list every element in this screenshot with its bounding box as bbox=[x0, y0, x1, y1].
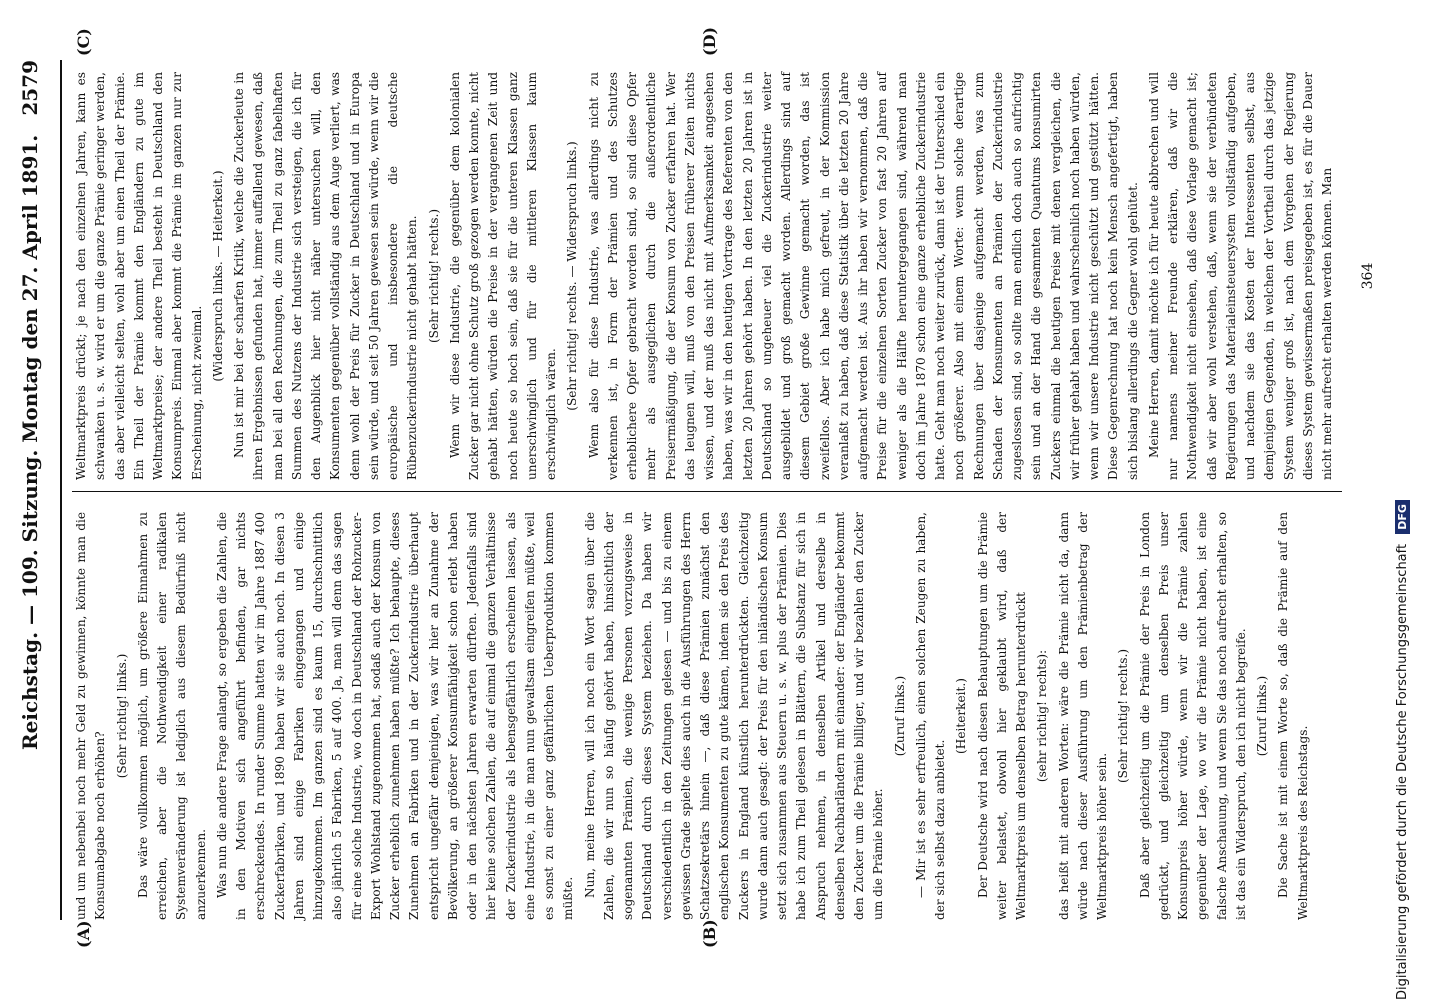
interjection: (Sehr richtig! rechts.) bbox=[426, 208, 441, 344]
digitization-footer bbox=[1395, 0, 1425, 1000]
interjection: (Heiterkeit.) bbox=[954, 678, 969, 754]
header-rule bbox=[60, 60, 62, 920]
margin-marker-a: (A) bbox=[74, 920, 93, 948]
paragraph: Was nun die andere Frage anlangt, so ergeben die Zahlen, die in den Motiven sich angeführt befinden, gar nichts erschreckendes. In runder Summe hatten wir im Jahre 1887 400 Zuckerfabriken, und 1890 haben wir sie auch noch. In diesen 3 Jahren sind einige Fabriken eingegangen und einige hinzugekommen. Im ganzen sind es kaum 15, durchschnittlich also jährlich 5 Fabriken, 5 auf 400. Ja, man will denn das sagen für eine solche Industrie, wo doch in Deutschland der Rohzucker-Export Wohlstand zugenommen hat, sodaß auch der Konsum von Zucker erheblich zunehmen haben müßte? Ich behaupte, dieses Zunehmen an Fabriken und in der Zuckerindustrie überhaupt entspricht ungefähr demjenigen, was wir hier an Zunahme der Bevölkerung, an größerer Konsumfähigkeit schon erlebt haben oder in den nächsten Jahren erwarten dürften. Jedenfalls sind hier keine solchen Zahlen, die auf einmal die ganzen Verhältnisse der Zuckerindustrie als lebensgefährlich erscheinen lassen, als eine Industrie, in die man nun gewaltsam eingreifen müßte, weil es sonst zu einer ganz gefährlichen Ueberproduktion kommen müßte. bbox=[214, 512, 576, 920]
page-signature: 364 bbox=[1360, 262, 1376, 290]
paragraph: das heißt mit anderen Worten: wäre die Prämie nicht da, dann würde nach dieser Ausführung um den Prämienbetrag der Weltmarktpreis höher sein. bbox=[1056, 512, 1109, 920]
page-header bbox=[18, 60, 54, 920]
margin-marker-d: (D) bbox=[700, 26, 719, 56]
right-column bbox=[72, 72, 1339, 480]
digitization-note: Digitalisierung gefördert durch die Deutsche Forschungsgemeinschaft bbox=[1395, 543, 1410, 1000]
column-divider bbox=[72, 491, 1342, 492]
interjection: (Sehr richtig! rechts.) bbox=[1116, 648, 1131, 784]
paragraph: Das wäre vollkommen möglich, um größere Einnahmen zu erreichen, aber die Nothwendigkeit einer radikalen Systemveränderung ist lediglich aus diesem Bedürfniß nicht anzuerkennen. bbox=[135, 512, 208, 920]
paragraph: Nun, meine Herren, will ich noch ein Wort sagen über die Zahlen, die wir nun so häufig gehört haben, hinsichtlich der sogenannten Prämien, die wenige Personen vorzugsweise in Deutschland durch dieses System beziehen. Da haben wir verschiedentlich in den Zeitungen gelesen — und bis zu einem gewissen Grade spielte dies auch in die Ausführungen des Herrn Schatzsekretärs hinein —, daß diese Prämien zunächst den englischen Konsumenten zu gute kämen, indem sie den Preis des Zuckers in England künstlich herunterdrückten. Gleichzeitig wurde dann auch gesagt: der Preis für den inländischen Konsum setzt sich zusammen aus Steuern u. s. w. plus der Prämien. Dies habe ich zum Theil gelesen in Blättern, die Substanz für sich in Anspruch nehmen, in denselben Artikel und derselbe in denselben Nachbarländern mit einander: der Engländer bekommt den Zucker um die Prämie billiger, und wir bezahlen den Zucker um die Prämie höher. bbox=[582, 512, 886, 920]
paragraph: — Mir ist es sehr erfreulich, einen solchen Zeugen zu haben, der sich selbst dazu anbietet. bbox=[913, 512, 947, 920]
interjection: (Zuruf links.) bbox=[892, 675, 907, 757]
paragraph: Weltmarktpreis drückt; je nach den einzelnen Jahren, kann es schwanken u. s. w. wird er um die ganze Prämie geringer werden, das aber vielleicht selten, wohl aber um einen Theil der Prämie. Ein Theil der Prämie kommt den Engländern zu gute im Weltmarktpreise; der andere Theil besteht in Deutschland den Konsumpreis. Einmal aber kommt die Prämie im ganzen nur zur Erscheinung, nicht zweimal. bbox=[74, 72, 204, 480]
paragraph: und um nebenbei noch mehr Geld zu gewinnen, könnte man die Konsumabgabe noch erhöhen? bbox=[74, 512, 108, 920]
margin-marker-c: (C) bbox=[74, 28, 93, 56]
interjection: (sehr richtig! rechts): bbox=[1035, 649, 1050, 783]
header-title: Reichstag. — 109. Sitzung. Montag den 27. April 1891. bbox=[18, 134, 42, 750]
header-page-number: 2579 bbox=[18, 60, 42, 116]
paragraph: Meine Herren, damit möchte ich für heute abbrechen und will nur namens meiner Freunde erklären, daß wir die Nothwendigkeit nicht einsehen, daß diese Vorlage gemacht ist; daß wir aber wohl verstehen, daß, wenn sie der verbündeten Regierungen das Materialeinsteuersystem vollständig aufgeben, und nachdem sie das Kosten der Interessenten selbst, aus demjenigen Gegenden, in welchen der Vortheil durch das jetzige System weniger groß ist, nach dem Vorgehen der Regierung dieses System gewissermaßen preisgegeben ist, es für die Dauer nicht mehr aufrecht erhalten werden können. Man bbox=[1146, 72, 1334, 480]
interjection: (Sehr richtig! links.) bbox=[114, 653, 129, 779]
paragraph: Daß aber gleichzeitig um die Prämie der Preis in London gedrückt, und gleichzeitig um denselben Preis unser Konsumpreis höher würde, wenn wir die Prämie zahlen gegenüber der Lage, wo wir die Prämie nicht haben, ist eine falsche Anschauung, und wenn Sie das noch aufrecht erhalten, so ist das ein Widerspruch, den ich nicht begreife. bbox=[1137, 512, 1248, 920]
paragraph: Nun ist mir bei der scharfen Kritik, welche die Zuckerleute in ihren Ergebnissen gefunden hat, immer auffallend gewesen, daß man bei all den Rechnungen, die zum Theil zu ganz fabelhaften Summen des Nutzens der Industrie sich versteigen, die ich für den Augenblick hier nicht näher untersuchen will, den Konsumenten gegenüber vollständig aus dem Auge verliert, was denn wohl der Preis für Zucker in Deutschland und in Europa sein würde, und seit 50 Jahren gewesen sein würde, wenn wir die europäische und insbesondere die deutsche Rübenzuckerindustrie nicht gehabt hätten. bbox=[232, 72, 420, 480]
margin-marker-b: (B) bbox=[700, 919, 719, 948]
paragraph: Der Deutsche wird nach diesen Behauptungen um die Prämie weiter belastet, obwohl hier geklaubt wird, daß der Weltmarktpreis um denselben Betrag herunterdrückt bbox=[975, 512, 1028, 920]
left-column bbox=[72, 512, 1315, 920]
dfg-logo: DFG bbox=[1395, 500, 1410, 534]
paragraph: Wenn also für diese Industrie, was allerdings nicht zu verkennen ist, in Form der Prämien und des Schutzes erheblichere Opfer gebracht worden sind, so sind diese Opfer mehr als ausgeglichen durch die außerordentliche Preisermäßigung, die der Konsum von Zucker erfahren hat. Wer das leugnen will, muß von den Preisen früherer Zeiten nichts wissen, und der muß das nicht mit Aufmerksamkeit angesehen haben, was wir in den heutigen Vortrage des Referenten von den letzten 20 Jahren gehört haben. In den letzten 20 Jahren ist in Deutschland so ungeheuer viel die Zuckerindustrie weiter ausgebildet und groß gemacht worden. Allerdings sind auf diesem Gebiet große Gewinne gemacht worden, das ist zweifellos. Aber ich habe mich gefreut, in der Kommission veranlaßt zu haben, daß diese Statistik über die letzten 20 Jahre aufgemacht werden ist. Aus ihr haben wir vernommen, daß die Preise für die einzelnen Sorten Zucker von fast 20 Jahren auf weniger als die Hälfte heruntergegangen sind, während man doch im Jahre 1870 schon eine ganze erhebliche Zuckerindustrie hatte. Geht man noch weiter zurück, dann ist der Unterschied ein noch größerer. Also mit einem Worte: wenn solche derartige Rechnungen über dasjenige aufgemacht werden, was zum Schaden der Konsumenten an Prämien der Zuckerindustrie zugeslossen sind, so sollte man endlich doch auch so aufrichtig sein und an der Hand die gesammten Quantums konsumirten Zuckers einmal die heutigen Preise mit denen vergleichen, die wir früher gehabt haben und wahrscheinlich noch haben würden, wenn wir unsere Industrie nicht geschützt und gestützt hätten. Diese Gegenrechnung hat noch kein Mensch angefertigt, haben sich bislang allerdings die Gegner wohl gehütet. bbox=[586, 72, 1140, 480]
paragraph: Die Sache ist mit einem Worte so, daß die Prämie auf den Weltmarktpreis des Reichstags. bbox=[1276, 512, 1310, 920]
interjection: (Zuruf links.) bbox=[1255, 675, 1269, 757]
interjection: (Sehr richtig! rechts. — Widerspruch links.) bbox=[565, 141, 580, 411]
interjection: (Widerspruch links. — Heiterkeit.) bbox=[210, 170, 225, 382]
paragraph: Wenn wir diese Industrie, die gegenüber dem kolonialen Zucker gar nicht ohne Schutz groß gezogen werden konnte, nicht gehabt hätten, würden die Preise in der vergangenen Zeit und noch heute so hoch sein, daß sie für die unteren Klassen ganz unerschwinglich und für die mittleren Klassen kaum erschwinglich wären. bbox=[447, 72, 558, 480]
